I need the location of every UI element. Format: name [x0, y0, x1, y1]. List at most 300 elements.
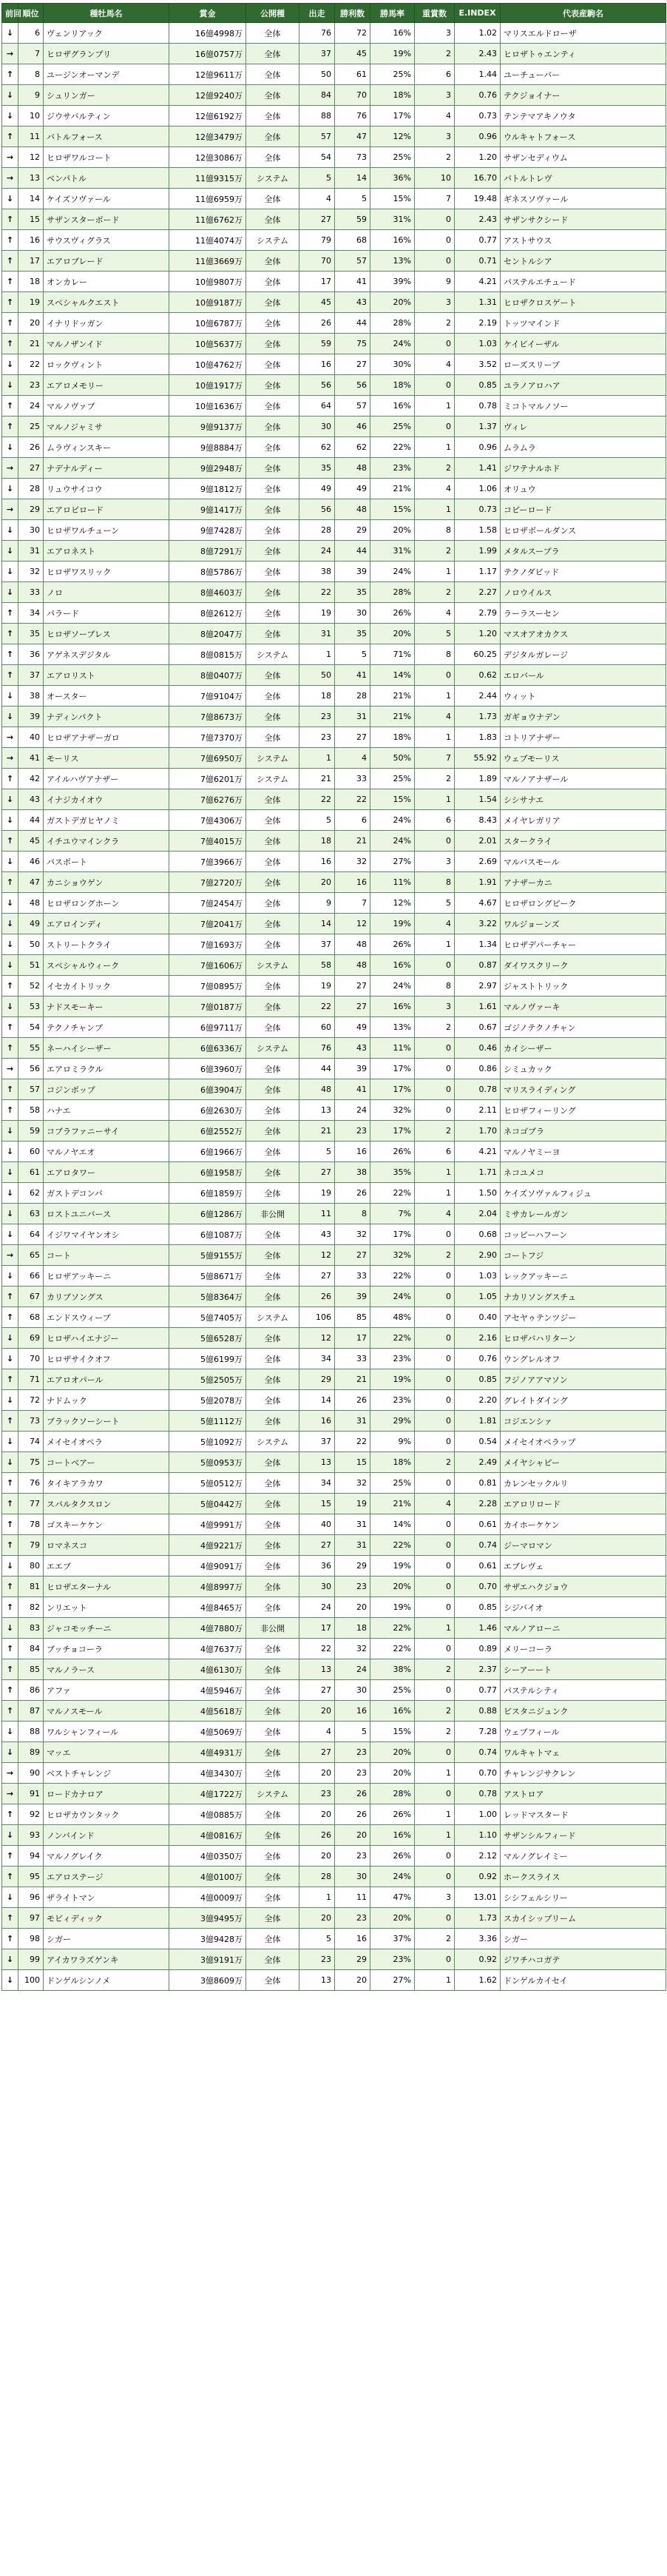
- prize-cell: 7億9104万: [169, 686, 246, 707]
- rank-cell: 43: [18, 789, 44, 810]
- win-rate-cell: 17%: [370, 1079, 415, 1100]
- wins-cell: 31: [335, 1535, 370, 1556]
- sire-name-cell: ストリートクライ: [44, 934, 169, 955]
- prize-cell: 11億9315万: [169, 168, 246, 189]
- wins-cell: 12: [335, 914, 370, 934]
- type-cell: 全体: [246, 1701, 299, 1722]
- up-arrow-icon: ↑: [2, 1846, 18, 1867]
- win-rate-cell: 17%: [370, 106, 415, 127]
- sire-name-cell: パスポート: [44, 852, 169, 872]
- eindex-cell: 2.43: [455, 209, 501, 230]
- wins-cell: 32: [335, 852, 370, 872]
- starts-cell: 20: [299, 1763, 335, 1784]
- down-arrow-icon: ↓: [2, 1452, 18, 1473]
- win-rate-cell: 32%: [370, 1245, 415, 1266]
- win-rate-cell: 38%: [370, 1659, 415, 1680]
- grade-wins-cell: 2: [415, 147, 455, 168]
- sire-name-cell: ヒロザカウンタック: [44, 1804, 169, 1825]
- wins-cell: 41: [335, 272, 370, 292]
- sire-name-cell: サザンスターボード: [44, 209, 169, 230]
- eindex-cell: 1.99: [455, 541, 501, 562]
- type-cell: 全体: [246, 1017, 299, 1038]
- prize-cell: 7億0187万: [169, 997, 246, 1017]
- table-row: [2, 1742, 666, 1763]
- down-arrow-icon: ↓: [2, 1121, 18, 1142]
- starts-cell: 45: [299, 292, 335, 313]
- starts-cell: 23: [299, 1784, 335, 1804]
- starts-cell: 27: [299, 1535, 335, 1556]
- starts-cell: 14: [299, 914, 335, 934]
- sire-name-cell: バトルフォース: [44, 127, 169, 147]
- sire-name-cell: イナジカイオウ: [44, 789, 169, 810]
- wins-cell: 33: [335, 1266, 370, 1287]
- starts-cell: 17: [299, 272, 335, 292]
- sire-name-cell: タイキアラカワ: [44, 1473, 169, 1494]
- right-arrow-icon: →: [2, 499, 18, 520]
- prize-cell: 7億6201万: [169, 769, 246, 789]
- wins-cell: 30: [335, 1680, 370, 1701]
- representative-cell: メイヤシャピー: [501, 1452, 666, 1473]
- type-cell: 全体: [246, 1535, 299, 1556]
- eindex-cell: 1.00: [455, 1804, 501, 1825]
- wins-cell: 8: [335, 1204, 370, 1224]
- grade-wins-cell: 2: [415, 1121, 455, 1142]
- prize-cell: 10億6787万: [169, 313, 246, 334]
- prize-cell: 5億6528万: [169, 1328, 246, 1349]
- sire-name-cell: スペシャルウィーク: [44, 955, 169, 976]
- up-arrow-icon: ↑: [2, 1577, 18, 1597]
- prize-cell: 7億3966万: [169, 852, 246, 872]
- win-rate-cell: 20%: [370, 1577, 415, 1597]
- down-arrow-icon: ↓: [2, 1328, 18, 1349]
- eindex-cell: 2.19: [455, 313, 501, 334]
- sire-name-cell: ヒロザサイクオフ: [44, 1349, 169, 1369]
- wins-cell: 32: [335, 1639, 370, 1659]
- sire-name-cell: ベストチャレンジ: [44, 1763, 169, 1784]
- prize-cell: 7億2041万: [169, 914, 246, 934]
- sire-name-cell: エアロインディ: [44, 914, 169, 934]
- representative-cell: マスオアオカクス: [501, 624, 666, 644]
- rank-cell: 57: [18, 1079, 44, 1100]
- starts-cell: 60: [299, 1017, 335, 1038]
- rank-cell: 77: [18, 1494, 44, 1514]
- prize-cell: 6億1859万: [169, 1183, 246, 1204]
- up-arrow-icon: ↑: [2, 1514, 18, 1535]
- prize-cell: 8億4603万: [169, 582, 246, 603]
- starts-cell: 48: [299, 1079, 335, 1100]
- grade-wins-cell: 0: [415, 1846, 455, 1867]
- grade-wins-cell: 4: [415, 1204, 455, 1224]
- representative-cell: バトルトレヴ: [501, 168, 666, 189]
- eindex-cell: 1.31: [455, 292, 501, 313]
- up-arrow-icon: ↑: [2, 624, 18, 644]
- wins-cell: 16: [335, 1929, 370, 1949]
- down-arrow-icon: ↓: [2, 1825, 18, 1846]
- up-arrow-icon: ↑: [2, 1287, 18, 1307]
- sire-name-cell: ヒロザワルコート: [44, 147, 169, 168]
- sire-name-cell: ロックヴィント: [44, 354, 169, 375]
- starts-cell: 12: [299, 1328, 335, 1349]
- rank-cell: 46: [18, 852, 44, 872]
- table-row: [2, 1452, 666, 1473]
- up-arrow-icon: ↑: [2, 665, 18, 686]
- starts-cell: 37: [299, 1432, 335, 1452]
- sire-name-cell: ケイズソヴァール: [44, 189, 169, 209]
- wins-cell: 19: [335, 1494, 370, 1514]
- sire-name-cell: アイカワラズゲンキ: [44, 1949, 169, 1970]
- type-cell: 全体: [246, 417, 299, 437]
- up-arrow-icon: ↑: [2, 872, 18, 893]
- rank-cell: 40: [18, 727, 44, 748]
- prize-cell: 5億2505万: [169, 1369, 246, 1390]
- win-rate-cell: 16%: [370, 955, 415, 976]
- wins-cell: 57: [335, 251, 370, 272]
- prize-cell: 4億4931万: [169, 1742, 246, 1763]
- prize-cell: 7億4015万: [169, 831, 246, 852]
- table-row: [2, 582, 666, 603]
- prize-cell: 6億6336万: [169, 1038, 246, 1059]
- down-arrow-icon: ↓: [2, 1224, 18, 1245]
- rank-cell: 66: [18, 1266, 44, 1287]
- table-row: [2, 893, 666, 914]
- representative-cell: ドンゲルカイセイ: [501, 1970, 666, 1991]
- representative-cell: シシフェルシリー: [501, 1887, 666, 1908]
- eindex-cell: 2.97: [455, 976, 501, 997]
- win-rate-cell: 21%: [370, 686, 415, 707]
- representative-cell: ノロウイルス: [501, 582, 666, 603]
- wins-cell: 32: [335, 1224, 370, 1245]
- wins-cell: 14: [335, 168, 370, 189]
- representative-cell: マリスエルドローザ: [501, 23, 666, 44]
- eindex-cell: 2.27: [455, 582, 501, 603]
- table-row: [2, 417, 666, 437]
- representative-cell: レッドマスタード: [501, 1804, 666, 1825]
- type-cell: 全体: [246, 1369, 299, 1390]
- wins-cell: 5: [335, 644, 370, 665]
- type-cell: 全体: [246, 1949, 299, 1970]
- win-rate-cell: 24%: [370, 1287, 415, 1307]
- grade-wins-cell: 2: [415, 769, 455, 789]
- prize-cell: 4億9221万: [169, 1535, 246, 1556]
- prize-cell: 16億4998万: [169, 23, 246, 44]
- win-rate-cell: 16%: [370, 23, 415, 44]
- grade-wins-cell: 0: [415, 1307, 455, 1328]
- grade-wins-cell: 2: [415, 1245, 455, 1266]
- header-representative: 代表産駒名: [501, 4, 666, 23]
- type-cell: 全体: [246, 1452, 299, 1473]
- rank-cell: 55: [18, 1038, 44, 1059]
- eindex-cell: 0.85: [455, 1597, 501, 1618]
- rank-cell: 54: [18, 1017, 44, 1038]
- rank-cell: 95: [18, 1867, 44, 1887]
- sire-name-cell: マルノヴァブ: [44, 396, 169, 417]
- grade-wins-cell: 2: [415, 1659, 455, 1680]
- table-row: [2, 541, 666, 562]
- sire-name-cell: ロードカナロア: [44, 1784, 169, 1804]
- representative-cell: スカイシップリーム: [501, 1908, 666, 1929]
- prize-cell: 4億8465万: [169, 1597, 246, 1618]
- type-cell: システム: [246, 644, 299, 665]
- rank-cell: 37: [18, 665, 44, 686]
- sire-name-cell: ジャコモッチーニ: [44, 1618, 169, 1639]
- representative-cell: ゴジノテクノチャン: [501, 1017, 666, 1038]
- table-row: [2, 1328, 666, 1349]
- starts-cell: 1: [299, 748, 335, 769]
- prize-cell: 7億4306万: [169, 810, 246, 831]
- grade-wins-cell: 1: [415, 1970, 455, 1991]
- down-arrow-icon: ↓: [2, 85, 18, 106]
- starts-cell: 5: [299, 1929, 335, 1949]
- header-grade-wins: 重賞数: [415, 4, 455, 23]
- sire-name-cell: ロマネスコ: [44, 1535, 169, 1556]
- sire-name-cell: コート: [44, 1245, 169, 1266]
- grade-wins-cell: 1: [415, 562, 455, 582]
- sire-name-cell: ヒロザエターナル: [44, 1577, 169, 1597]
- eindex-cell: 1.89: [455, 769, 501, 789]
- prize-cell: 12億9611万: [169, 64, 246, 85]
- header-rank: 順位: [18, 4, 44, 23]
- sire-name-cell: オースター: [44, 686, 169, 707]
- right-arrow-icon: →: [2, 1763, 18, 1784]
- up-arrow-icon: ↑: [2, 127, 18, 147]
- representative-cell: トッツマインド: [501, 313, 666, 334]
- representative-cell: レックアッキーニ: [501, 1266, 666, 1287]
- prize-cell: 4億6130万: [169, 1659, 246, 1680]
- type-cell: 全体: [246, 727, 299, 748]
- eindex-cell: 0.86: [455, 1059, 501, 1079]
- table-row: [2, 1473, 666, 1494]
- up-arrow-icon: ↑: [2, 1411, 18, 1432]
- rank-cell: 6: [18, 23, 44, 44]
- rank-cell: 60: [18, 1142, 44, 1162]
- type-cell: 全体: [246, 85, 299, 106]
- rank-cell: 74: [18, 1432, 44, 1452]
- eindex-cell: 0.88: [455, 1701, 501, 1722]
- starts-cell: 4: [299, 189, 335, 209]
- starts-cell: 28: [299, 1867, 335, 1887]
- up-arrow-icon: ↑: [2, 1908, 18, 1929]
- starts-cell: 1: [299, 644, 335, 665]
- representative-cell: ヒロザロングピーク: [501, 893, 666, 914]
- prize-cell: 9億8884万: [169, 437, 246, 458]
- up-arrow-icon: ↑: [2, 64, 18, 85]
- sire-name-cell: マルノヤエオ: [44, 1142, 169, 1162]
- eindex-cell: 16.70: [455, 168, 501, 189]
- type-cell: 全体: [246, 1556, 299, 1577]
- table-row: [2, 313, 666, 334]
- rank-cell: 33: [18, 582, 44, 603]
- sire-name-cell: シュリンガー: [44, 85, 169, 106]
- eindex-cell: 0.78: [455, 396, 501, 417]
- starts-cell: 13: [299, 1659, 335, 1680]
- grade-wins-cell: 2: [415, 1452, 455, 1473]
- win-rate-cell: 14%: [370, 665, 415, 686]
- grade-wins-cell: 0: [415, 665, 455, 686]
- prize-cell: 10億4762万: [169, 354, 246, 375]
- table-row: [2, 479, 666, 499]
- prize-cell: 3億9191万: [169, 1949, 246, 1970]
- prize-cell: 9億9137万: [169, 417, 246, 437]
- table-row: [2, 1162, 666, 1183]
- wins-cell: 39: [335, 1059, 370, 1079]
- eindex-cell: 55.92: [455, 748, 501, 769]
- representative-cell: アストロア: [501, 1784, 666, 1804]
- sire-name-cell: イセカイトリック: [44, 976, 169, 997]
- starts-cell: 17: [299, 1618, 335, 1639]
- rank-cell: 22: [18, 354, 44, 375]
- right-arrow-icon: →: [2, 1784, 18, 1804]
- representative-cell: ジーマロマン: [501, 1535, 666, 1556]
- sire-name-cell: マルノラース: [44, 1659, 169, 1680]
- grade-wins-cell: 4: [415, 1494, 455, 1514]
- representative-cell: ネコユメコ: [501, 1162, 666, 1183]
- sire-name-cell: ヒロザワスリック: [44, 562, 169, 582]
- starts-cell: 57: [299, 127, 335, 147]
- win-rate-cell: 15%: [370, 189, 415, 209]
- down-arrow-icon: ↓: [2, 582, 18, 603]
- type-cell: 全体: [246, 624, 299, 644]
- win-rate-cell: 47%: [370, 1887, 415, 1908]
- starts-cell: 106: [299, 1307, 335, 1328]
- representative-cell: ジワチハコガテ: [501, 1949, 666, 1970]
- sire-name-cell: カニショウゲン: [44, 872, 169, 893]
- eindex-cell: 2.44: [455, 686, 501, 707]
- rank-cell: 39: [18, 707, 44, 727]
- win-rate-cell: 28%: [370, 1784, 415, 1804]
- starts-cell: 20: [299, 1804, 335, 1825]
- type-cell: 全体: [246, 334, 299, 354]
- starts-cell: 4: [299, 1722, 335, 1742]
- win-rate-cell: 19%: [370, 1369, 415, 1390]
- type-cell: 全体: [246, 1079, 299, 1100]
- prize-cell: 3億8609万: [169, 1970, 246, 1991]
- down-arrow-icon: ↓: [2, 1742, 18, 1763]
- sire-name-cell: ナデナルディー: [44, 458, 169, 479]
- representative-cell: ヴィレ: [501, 417, 666, 437]
- rank-cell: 91: [18, 1784, 44, 1804]
- grade-wins-cell: 0: [415, 230, 455, 251]
- starts-cell: 76: [299, 23, 335, 44]
- prize-cell: 8億7291万: [169, 541, 246, 562]
- representative-cell: アナザーカニ: [501, 872, 666, 893]
- eindex-cell: 1.81: [455, 1411, 501, 1432]
- starts-cell: 50: [299, 665, 335, 686]
- eindex-cell: 1.34: [455, 934, 501, 955]
- table-row: [2, 147, 666, 168]
- wins-cell: 43: [335, 1038, 370, 1059]
- table-row: [2, 209, 666, 230]
- grade-wins-cell: 1: [415, 1825, 455, 1846]
- type-cell: 全体: [246, 147, 299, 168]
- grade-wins-cell: 0: [415, 1369, 455, 1390]
- right-arrow-icon: →: [2, 44, 18, 64]
- representative-cell: サザエハクジョウ: [501, 1577, 666, 1597]
- down-arrow-icon: ↓: [2, 1162, 18, 1183]
- rank-cell: 20: [18, 313, 44, 334]
- wins-cell: 61: [335, 64, 370, 85]
- wins-cell: 59: [335, 209, 370, 230]
- grade-wins-cell: 1: [415, 1763, 455, 1784]
- sire-name-cell: コブラファニーサイ: [44, 1121, 169, 1142]
- prize-cell: 7億6276万: [169, 789, 246, 810]
- starts-cell: 5: [299, 1142, 335, 1162]
- wins-cell: 27: [335, 354, 370, 375]
- wins-cell: 68: [335, 230, 370, 251]
- eindex-cell: 1.71: [455, 1162, 501, 1183]
- starts-cell: 16: [299, 354, 335, 375]
- grade-wins-cell: 0: [415, 1742, 455, 1763]
- representative-cell: ローズスリープ: [501, 354, 666, 375]
- type-cell: 全体: [246, 810, 299, 831]
- grade-wins-cell: 3: [415, 852, 455, 872]
- rank-cell: 30: [18, 520, 44, 541]
- down-arrow-icon: ↓: [2, 810, 18, 831]
- table-row: [2, 230, 666, 251]
- representative-cell: マルノアローニ: [501, 1618, 666, 1639]
- down-arrow-icon: ↓: [2, 541, 18, 562]
- type-cell: 全体: [246, 375, 299, 396]
- eindex-cell: 1.54: [455, 789, 501, 810]
- type-cell: 全体: [246, 1473, 299, 1494]
- representative-cell: ウェブモーリス: [501, 748, 666, 769]
- table-row: [2, 603, 666, 624]
- rank-cell: 94: [18, 1846, 44, 1867]
- prize-cell: 7億0895万: [169, 976, 246, 997]
- representative-cell: ウルキャトフォース: [501, 127, 666, 147]
- win-rate-cell: 18%: [370, 375, 415, 396]
- representative-cell: エロバール: [501, 665, 666, 686]
- grade-wins-cell: 2: [415, 458, 455, 479]
- wins-cell: 29: [335, 520, 370, 541]
- table-row: [2, 375, 666, 396]
- grade-wins-cell: 0: [415, 1639, 455, 1659]
- wins-cell: 73: [335, 147, 370, 168]
- down-arrow-icon: ↓: [2, 1556, 18, 1577]
- win-rate-cell: 20%: [370, 1908, 415, 1929]
- grade-wins-cell: 1: [415, 934, 455, 955]
- eindex-cell: 0.92: [455, 1867, 501, 1887]
- sire-name-cell: イチユウマインクラ: [44, 831, 169, 852]
- type-cell: 全体: [246, 1742, 299, 1763]
- rank-cell: 63: [18, 1204, 44, 1224]
- win-rate-cell: 24%: [370, 562, 415, 582]
- type-cell: 全体: [246, 1514, 299, 1535]
- grade-wins-cell: 0: [415, 1224, 455, 1245]
- grade-wins-cell: 3: [415, 1887, 455, 1908]
- eindex-cell: 1.46: [455, 1618, 501, 1639]
- representative-cell: チャレンジサクレン: [501, 1763, 666, 1784]
- up-arrow-icon: ↑: [2, 831, 18, 852]
- prize-cell: 6億2630万: [169, 1100, 246, 1121]
- rank-cell: 42: [18, 769, 44, 789]
- representative-cell: ヒロザトゥエンティ: [501, 44, 666, 64]
- up-arrow-icon: ↑: [2, 976, 18, 997]
- starts-cell: 56: [299, 375, 335, 396]
- grade-wins-cell: 1: [415, 1804, 455, 1825]
- grade-wins-cell: 0: [415, 1535, 455, 1556]
- sire-name-cell: メイセイオペラ: [44, 1432, 169, 1452]
- prize-cell: 16億0757万: [169, 44, 246, 64]
- table-row: [2, 686, 666, 707]
- table-row: [2, 1618, 666, 1639]
- starts-cell: 37: [299, 934, 335, 955]
- win-rate-cell: 36%: [370, 168, 415, 189]
- starts-cell: 28: [299, 520, 335, 541]
- representative-cell: コジエンシァ: [501, 1411, 666, 1432]
- representative-cell: ユーチューバー: [501, 64, 666, 85]
- eindex-cell: 1.37: [455, 417, 501, 437]
- representative-cell: ビスタニジュンク: [501, 1701, 666, 1722]
